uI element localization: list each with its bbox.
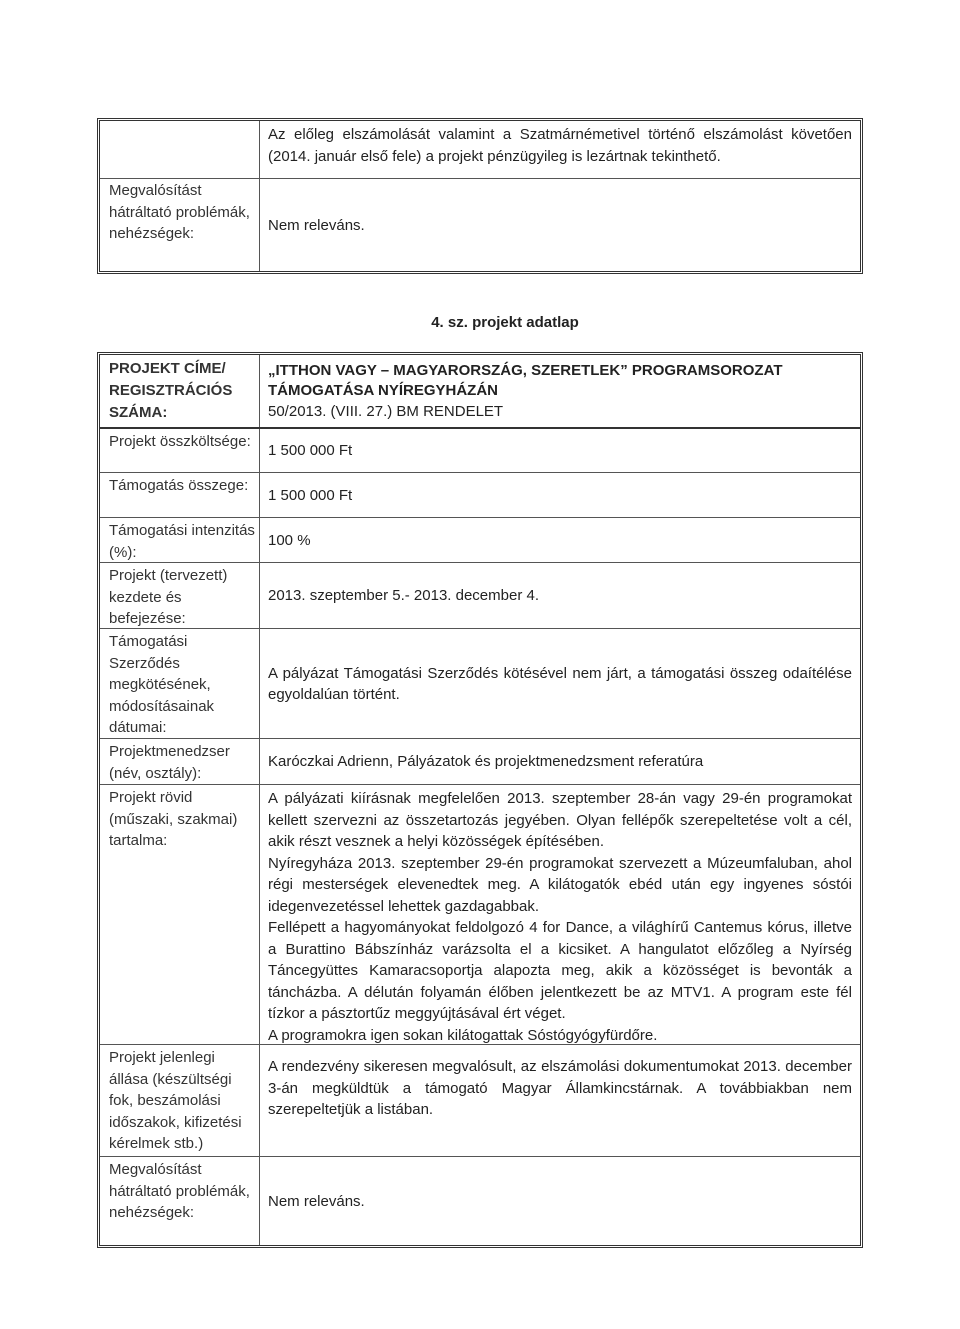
summary-label: Projekt rövid (műszaki, szakmai) tartalma: <box>100 785 260 1044</box>
grant-label: Támogatás összege: <box>100 473 260 517</box>
dates-value: 2013. szeptember 5.- 2013. december 4. <box>268 587 539 605</box>
summary-value <box>260 785 860 1044</box>
row-contract <box>100 629 860 739</box>
title-label: PROJEKT CÍME/ REGISZTRÁCIÓS SZÁMA: <box>100 355 260 427</box>
intensity-label: Támogatási intenzitás (%): <box>100 518 260 562</box>
intensity-value: 100 % <box>268 531 311 549</box>
total-cost-value: 1 500 000 Ft <box>268 442 353 460</box>
top-row-1-value <box>260 121 860 178</box>
row-grant <box>100 473 860 518</box>
contract-label: Támogatási Szerződés megkötésének, módosításainak dátumai: <box>100 629 260 738</box>
top-row-1-label <box>100 121 260 178</box>
contract-text: A pályázat Támogatási Szerződés kötésével nem járt, a támogatási összeg odaítélése egyoldalúan történt. <box>268 664 852 703</box>
total-cost-label: Projekt összköltsége: <box>100 429 260 472</box>
row-total-cost <box>100 429 860 473</box>
top-problems-text: Nem releváns. <box>268 216 365 234</box>
settlement-text: Az előleg elszámolását valamint a Szatmárnémetivel történő elszámolást követően (2014. január első fele) a projekt pénzügyileg is lezártnak tekinthető. <box>268 126 852 165</box>
status-label: Projekt jelenlegi állása (készültségi fok, beszámolási időszakok, kifizetési kérelmek stb.) <box>100 1045 260 1156</box>
top-row-1 <box>100 121 860 179</box>
summary-paragraph-1: A pályázati kiírásnak megfelelően 2013. szeptember 28-án vagy 29-én programokat kellett szervezni az összetartozás jegyében. Olyan fellépők szerepeltetése volt a cél, akik részt vesznek a helyi közösségek építésében. <box>268 790 852 850</box>
problems-value: Nem releváns. <box>268 1192 365 1210</box>
top-table <box>97 118 863 274</box>
top-problems-label: Megvalósítást hátráltató problémák, nehézségek: <box>100 179 260 271</box>
title-line-2: TÁMOGATÁSA NYÍREGYHÁZÁN <box>268 382 498 399</box>
title-line-1: „ITTHON VAGY – MAGYARORSZÁG, SZERETLEK” PROGRAMSOROZAT <box>268 362 783 379</box>
project-table <box>97 352 863 1248</box>
grant-value: 1 500 000 Ft <box>268 486 353 504</box>
contract-value <box>260 629 860 738</box>
problems-label: Megvalósítást hátráltató problémák, nehézségek: <box>100 1157 260 1245</box>
row-status <box>100 1045 860 1157</box>
manager-label: Projektmenedzser (név, osztály): <box>100 739 260 784</box>
summary-paragraph-3: Fellépett a hagyományokat feldolgozó 4 for Dance, a világhírű Cantemus kórus, illetve a Burattino Bábszínház varázsolta el a kicsiket. A hangulatot előzőleg a Nyírség Táncegyüttes Kamaracsoportja alapozta meg, akik a közösséget is bevonták a táncházba. A délután folyamán élőben jelentkezett be az MTV1. A program este fél tízkor a pásztortűz meggyújtásával ért véget. <box>268 919 852 1022</box>
top-row-2 <box>100 179 860 271</box>
row-intensity <box>100 518 860 563</box>
row-problems <box>100 1157 860 1245</box>
section-title: 4. sz. projekt adatlap <box>431 314 579 331</box>
title-value <box>260 355 860 427</box>
regulation: 50/2013. (VIII. 27.) BM RENDELET <box>268 403 504 420</box>
row-summary <box>100 785 860 1045</box>
status-text: A rendezvény sikeresen megvalósult, az elszámolási dokumentumokat 2013. december 3-án megküldtük a támogató Magyar Államkincstárnak. A továbbiakban nem szerepeltetjük a listában. <box>268 1058 852 1118</box>
top-problems-value <box>260 179 860 271</box>
row-title <box>100 355 860 429</box>
summary-paragraph-2: Nyíregyháza 2013. szeptember 29-én programokat szervezett a Múzeumfaluban, ahol régi mesterségek elevenedtek meg. A kilátogatók ebéd után egy ingyenes sóstói idegenvezetéssel lehettek gazdagabbak. <box>268 854 852 915</box>
row-dates <box>100 563 860 629</box>
manager-value: Karóczkai Adrienn, Pályázatok és projektmenedzsment referatúra <box>268 753 704 771</box>
dates-label: Projekt (tervezett) kezdete és befejezése: <box>100 563 260 628</box>
status-value <box>260 1045 860 1156</box>
summary-paragraph-4: A programokra igen sokan kilátogattak Sóstógyógyfürdőre. <box>268 1026 658 1044</box>
row-manager <box>100 739 860 785</box>
